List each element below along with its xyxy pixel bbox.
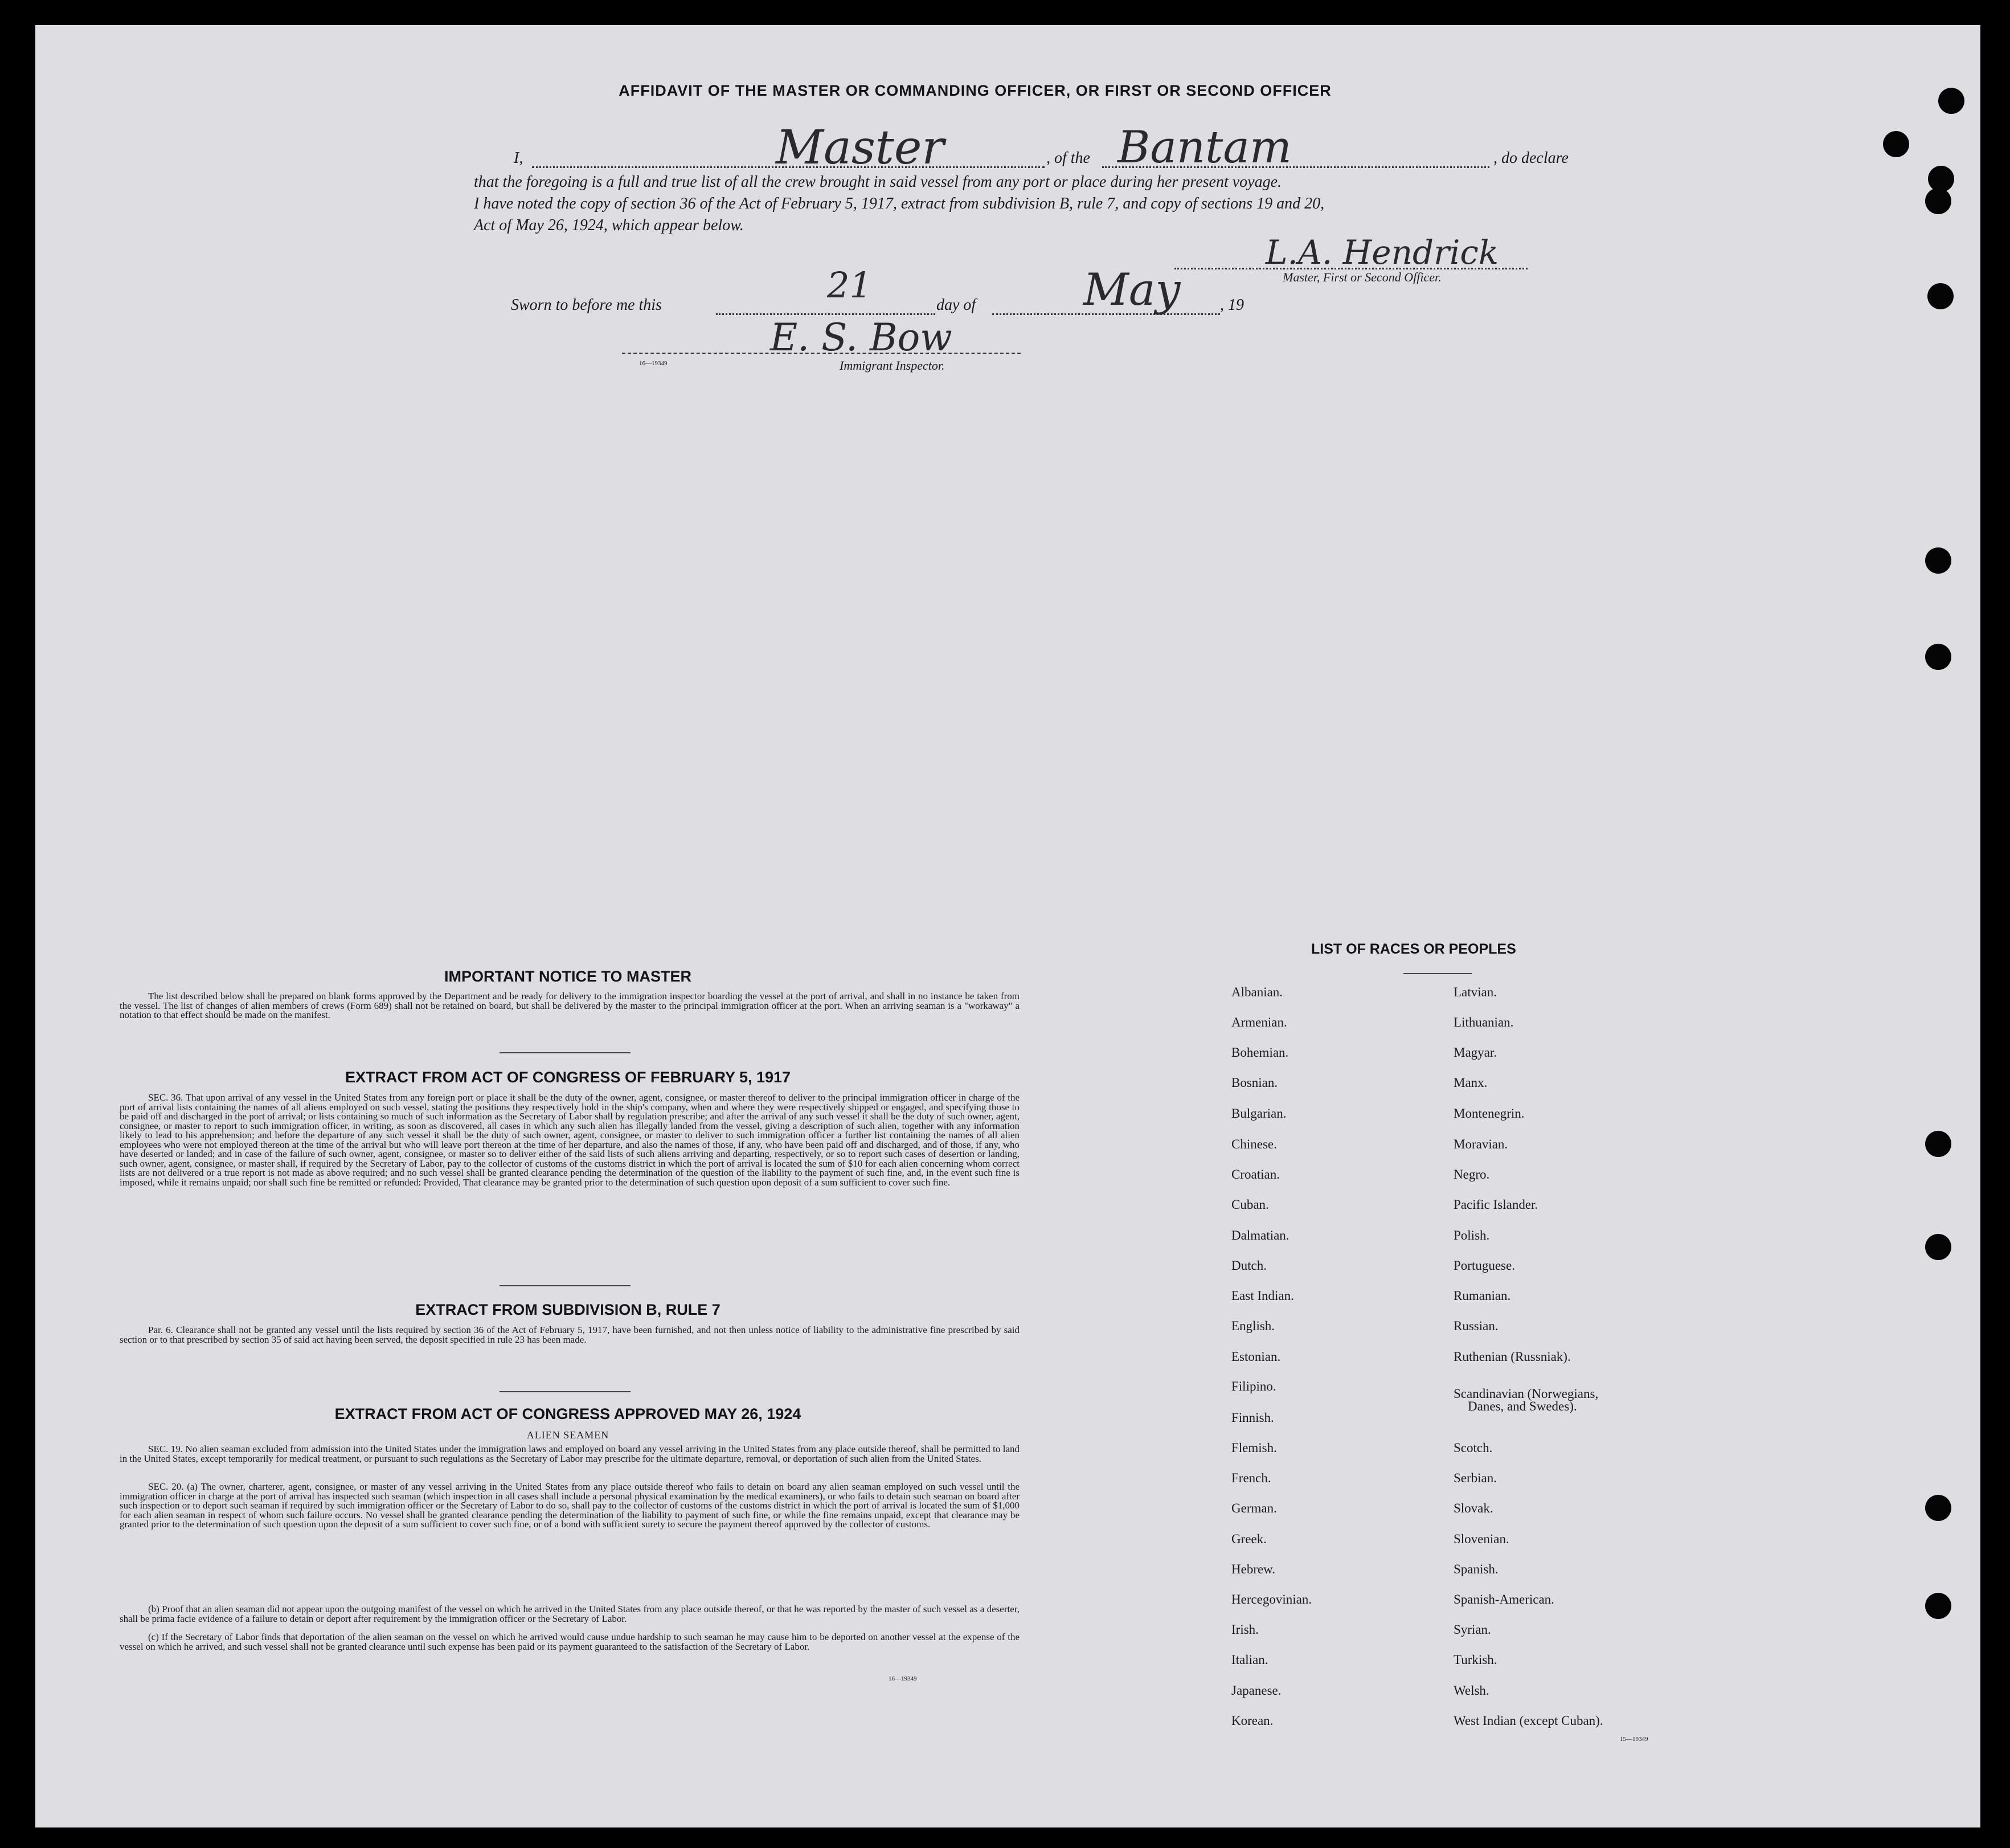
race-item: Pacific Islander. (1454, 1197, 1538, 1212)
inspector-caption: Immigrant Inspector. (840, 358, 945, 373)
race-item: Russian. (1454, 1319, 1499, 1333)
sworn-text: Sworn to before me this (511, 296, 662, 314)
race-item: Syrian. (1454, 1622, 1491, 1637)
race-item: Ruthenian (Russniak). (1454, 1350, 1571, 1364)
race-item: Turkish. (1454, 1653, 1497, 1667)
affidavit-of-the: , of the (1046, 149, 1090, 167)
form-number-bottom: 16—19349 (889, 1675, 917, 1682)
affidavit-declare: , do declare (1493, 149, 1569, 167)
race-item: Hercegovinian. (1231, 1592, 1312, 1606)
officer-caption: Master, First or Second Officer. (1283, 270, 1442, 284)
sec-20b-text: (b) Proof that an alien seaman did not appear upon the outgoing manifest of the vessel on which he arrived in the United States from any place outside thereof, or that he was reported by the master of such vessel as a deserter, shall be prima facie evidence of a failure to detain or deport after requirement by the immigration officer or the Secretary of Labor. (120, 1604, 1020, 1624)
extract-1917-text: SEC. 36. That upon arrival of any vessel in the United States from any foreign port or place it shall be the duty of the owner, agent, consignee, or master thereof to deliver to the principal immigration officer in charge of the port of arrival lists containing the names of all aliens employed on such vessel, stating the positions they respectively hold in the ship's company, when and where they were respectively shipped or engaged, and specifying those to be paid off and discharged in the port of arrival; or lists containing so much of such information as the Secretary of Labor shall by regulation prescribe; and after the arrival of any such vessel it shall be the duty of such owner, agent, consignee, or master to report to such immigration officer, in writing, as soon as discovered, all cases in which any such alien has illegally landed from the vessel, giving a description of such alien, together with any information likely to lead to his apprehension; and before the departure of any such vessel it shall be the duty of such owner, agent, consignee, or master to deliver to such immigration officer a further list containing the names of all alien employees who were not employed thereon at the time of the arrival but who will leave port thereon at the time of her departure, and also the names of those, if any, who have been paid off and discharged, and of those, if any, who have deserted or landed; and in case of the failure of such owner, agent, consignee, or master so to deliver either of the said lists of such aliens arriving and departing, respectively, or so to report such cases of desertion or landing, such owner, agent, consignee, or master shall, if required by the Secretary of Labor, pay to the collector of customs of the customs district in which the port of arrival is located the sum of $10 for each alien concerning whom correct lists are not delivered or a true report is not made as above required; and no such vessel shall be granted clearance pending the determination of the question of the liability to the payment of such fine, and, in the event such fine is imposed, while it remains unpaid; nor shall such fine be remitted or refunded: Provided, That clearance may be granted prior to the determination of such question upon deposit of a sum sufficient to cover such fine. (120, 1092, 1020, 1188)
race-item: Dalmatian. (1231, 1228, 1289, 1242)
sec-19-text: SEC. 19. No alien seaman excluded from admission into the United States under the immigration laws and employed on board any vessel arriving in the United States from any place outside thereof, shall be permitted to land in the United States, except temporarily for medical treatment, or pursuant to such regulations as the Secretary of Labor may prescribe for the ultimate departure, removal, or deportation of such alien from the United States. (120, 1444, 1020, 1464)
race-item: Chinese. (1231, 1137, 1277, 1151)
affidavit-i: I, (514, 149, 523, 167)
handwritten-vessel: Bantam (1117, 122, 1292, 173)
race-item: East Indian. (1231, 1289, 1294, 1303)
sec-20c-text: (c) If the Secretary of Labor finds that deportation of the alien seaman on the vessel on which he arrived would cause undue hardship to such seaman he may cause him to be deported on another vessel at the expense of the vessel on which he arrived, and such vessel shall not be granted clearance until such expense has been paid or its payment guaranteed to the satisfaction of the Secretary of Labor. (120, 1632, 1020, 1652)
race-item: Montenegrin. (1454, 1106, 1525, 1121)
race-item: Welsh. (1454, 1683, 1489, 1698)
race-item: Rumanian. (1454, 1289, 1511, 1303)
race-item: Latvian. (1454, 985, 1497, 999)
race-item: Manx. (1454, 1076, 1488, 1090)
extract-1924-title: EXTRACT FROM ACT OF CONGRESS APPROVED MAY 26, 1924 (334, 1405, 801, 1422)
race-item: Spanish. (1454, 1562, 1499, 1576)
race-item: Cuban. (1231, 1197, 1269, 1212)
race-item: Serbian. (1454, 1471, 1497, 1485)
year-prefix: , 19 (1220, 296, 1244, 314)
race-item: Lithuanian. (1454, 1015, 1514, 1029)
races-title: LIST OF RACES OR PEOPLES (1311, 941, 1516, 957)
race-item: Negro. (1454, 1167, 1490, 1181)
race-item: Scotch. (1454, 1441, 1493, 1455)
race-item: Portuguese. (1454, 1258, 1515, 1273)
race-item: Irish. (1231, 1622, 1259, 1637)
handwritten-day: 21 (827, 264, 872, 306)
form-number-top: 16—19349 (639, 360, 668, 367)
subdivision-b-title: EXTRACT FROM SUBDIVISION B, RULE 7 (415, 1301, 721, 1318)
race-item: Dutch. (1231, 1258, 1267, 1273)
divider (500, 1285, 631, 1286)
race-item: Filipino. (1231, 1379, 1276, 1393)
sec-20a-text: SEC. 20. (a) The owner, charterer, agent, consignee, or master of any vessel arriving in the United States from any place outside thereof who fails to detain on board any alien seaman employed on such vessel until the immigration officer in charge at the port of arrival has inspected such seaman (which inspection in all cases shall include a personal physical examination by the medical examiners), or who fails to detain such seaman on board after such inspection or to deport such seaman if required by such immigration officer or the Secretary of Labor to do so, shall pay to the collector of customs of the customs district in which the port of arrival is located the sum of $1,000 for each alien seaman in respect of whom such failure occurs. No vessel shall be granted clearance pending the determination of the liability to payment of such fine, or while the fine remains unpaid, except that clearance may be granted prior to the determination of such question upon the deposit of a sum sufficient to cover such fine, or of a bond with sufficient surety to secure the payment thereof approved by the collector of customs. (120, 1481, 1020, 1530)
divider (1403, 973, 1472, 974)
race-item: Magyar. (1454, 1045, 1497, 1060)
race-item: Korean. (1231, 1714, 1274, 1728)
affidavit-line-2: that the foregoing is a full and true list of all the crew brought in said vessel from any port or place during her present voyage. (474, 173, 1282, 191)
race-item: Albanian. (1231, 985, 1283, 999)
form-number-races: 15—19349 (1620, 1736, 1648, 1743)
race-item: Finnish. (1231, 1410, 1274, 1425)
race-item: Greek. (1231, 1532, 1267, 1546)
punch-hole (1938, 88, 1964, 114)
race-item: Danes, and Swedes). (1468, 1399, 1577, 1413)
race-item: Moravian. (1454, 1137, 1508, 1151)
notice-title: IMPORTANT NOTICE TO MASTER (444, 968, 691, 985)
race-item: English. (1231, 1319, 1275, 1333)
race-item: Slovenian. (1454, 1532, 1509, 1546)
subdivision-b-text: Par. 6. Clearance shall not be granted any vessel until the lists required by section 36 of the Act of February 5, 1917, have been furnished, and not then unless notice of liability to the administrative fine prescribed by said section or to that prescribed by section 35 of said act having been served, the deposit specified in rule 23 has been made. (120, 1324, 1020, 1345)
race-item: French. (1231, 1471, 1271, 1485)
alien-seamen-subtitle: ALIEN SEAMEN (526, 1429, 609, 1441)
race-item: German. (1231, 1501, 1277, 1515)
affidavit-line-4: Act of May 26, 1924, which appear below. (474, 216, 744, 234)
document-page (35, 25, 1980, 1827)
race-item: Italian. (1231, 1653, 1268, 1667)
divider (500, 1052, 631, 1053)
punch-hole (1925, 188, 1951, 214)
race-item: West Indian (except Cuban). (1454, 1714, 1603, 1728)
race-item: Polish. (1454, 1228, 1490, 1242)
master-signature: L.A. Hendrick (1266, 233, 1499, 272)
race-item: Armenian. (1231, 1015, 1287, 1029)
race-item: Bulgarian. (1231, 1106, 1287, 1121)
divider (500, 1391, 631, 1392)
punch-hole (1925, 1131, 1951, 1157)
affidavit-line-3: I have noted the copy of section 36 of the Act of February 5, 1917, extract from subdivision B, rule 7, and copy of sections 19 and 20, (474, 195, 1325, 212)
punch-hole (1925, 644, 1951, 670)
punch-hole (1925, 1495, 1951, 1521)
day-of: day of (936, 296, 976, 314)
race-item: Slovak. (1454, 1501, 1493, 1515)
race-item: Scandinavian (Norwegians, (1454, 1387, 1599, 1401)
race-item: Bohemian. (1231, 1045, 1289, 1060)
punch-hole (1925, 1234, 1951, 1260)
race-item: Croatian. (1231, 1167, 1280, 1181)
notice-text: The list described below shall be prepared on blank forms approved by the Department and be ready for delivery to the immigration inspector boarding the vessel at the port of arrival, and shall in no instance be taken from the vessel. The list of changes of alien members of crews (Form 689) shall not be retained on board, but shall be delivered by the master to the principal immigration officer at the port. When an arriving seaman is a "workaway" a notation to that effect should be made on the manifest. (120, 991, 1020, 1020)
sworn-day-dotted-line (716, 313, 935, 315)
punch-hole (1925, 1593, 1951, 1619)
affidavit-title: AFFIDAVIT OF THE MASTER OR COMMANDING OFFICER, OR FIRST OR SECOND OFFICER (619, 82, 1332, 99)
race-item: Estonian. (1231, 1350, 1281, 1364)
handwritten-month: May (1083, 264, 1181, 316)
punch-hole (1925, 547, 1951, 574)
race-item: Hebrew. (1231, 1562, 1276, 1576)
punch-hole (1927, 283, 1954, 309)
race-item: Flemish. (1231, 1441, 1277, 1455)
race-item: Bosnian. (1231, 1076, 1278, 1090)
inspector-signature: E. S. Bow (770, 316, 952, 359)
handwritten-rank: Master (776, 121, 944, 175)
race-item: Japanese. (1231, 1683, 1282, 1698)
punch-hole (1883, 131, 1909, 157)
race-item: Spanish-American. (1454, 1592, 1554, 1606)
extract-1917-title: EXTRACT FROM ACT OF CONGRESS OF FEBRUARY 5, 1917 (345, 1069, 791, 1086)
